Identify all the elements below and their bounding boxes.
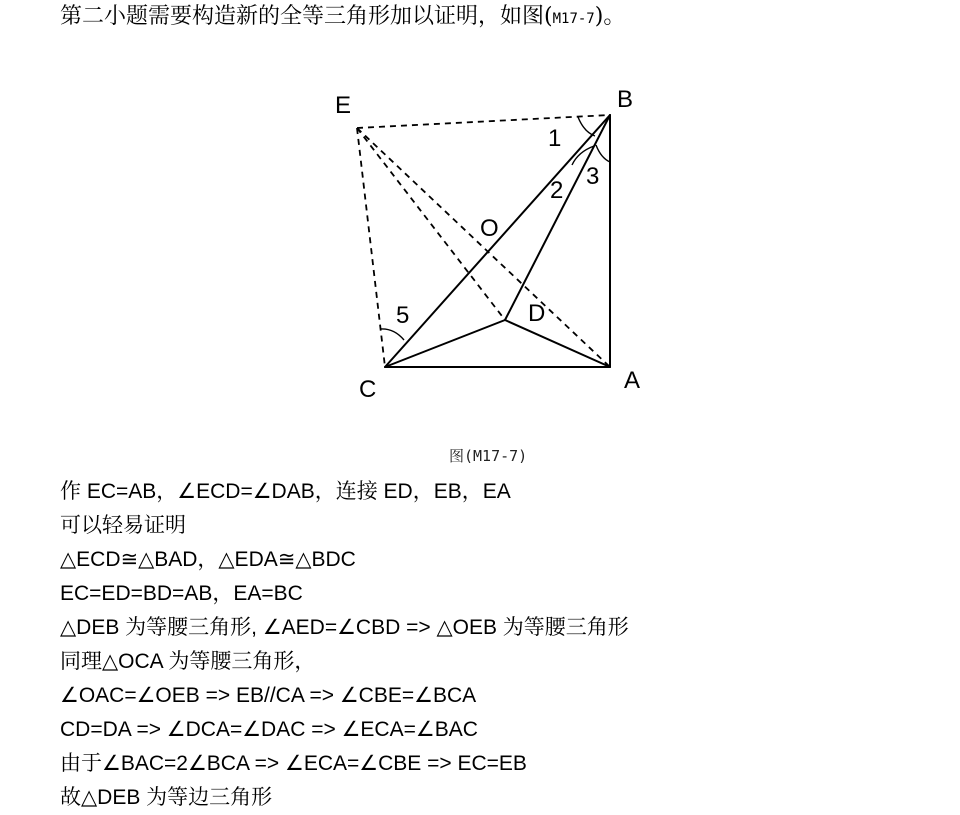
proof-line: △ECD≅△BAD，△EDA≅△BDC (60, 548, 356, 571)
label-angle-3: 3 (586, 163, 600, 190)
intro-main: 第二小题需要构造新的全等三角形加以证明，如图( (60, 4, 553, 29)
label-point-d: D (528, 300, 546, 327)
intro-suffix: )。 (594, 4, 626, 29)
proof-line: 同理△OCA 为等腰三角形， (60, 650, 316, 673)
label-point-c: C (359, 376, 377, 403)
label-angle-5: 5 (396, 302, 410, 329)
angle-arc-5 (380, 329, 404, 340)
proof-line: 作 EC=AB，∠ECD=∠DAB，连接 ED，EB，EA (60, 480, 511, 503)
proof-line: EC=ED=BD=AB，EA=BC (60, 582, 303, 605)
proof-line: 可以轻易证明 (60, 514, 186, 537)
proof-line: ∠OAC=∠OEB => EB//CA => ∠CBE=∠BCA (60, 684, 477, 707)
proof-line: △DEB 为等腰三角形, ∠AED=∠CBD => △OEB 为等腰三角形 (60, 616, 629, 639)
proof-text (60, 475, 629, 815)
proof-line: 由于∠BAC=2∠BCA => ∠ECA=∠CBE => EC=EB (60, 752, 527, 775)
label-point-o: O (480, 215, 499, 242)
label-angle-2: 2 (550, 177, 564, 204)
segment-da (505, 320, 610, 367)
label-point-b: B (617, 86, 634, 113)
proof-line: CD=DA => ∠DCA=∠DAC => ∠ECA=∠BAC (60, 718, 478, 741)
figure-caption: 图(M17-7) (449, 447, 528, 465)
angle-arc-1 (578, 117, 595, 136)
proof-line: 故△DEB 为等边三角形 (60, 786, 273, 809)
segment-ec (357, 128, 385, 367)
label-angle-1: 1 (548, 125, 562, 152)
label-point-a: A (624, 367, 641, 394)
segment-eb (357, 115, 610, 128)
angle-arc-3 (596, 145, 610, 162)
intro-figure-ref: M17-7 (552, 11, 595, 27)
label-point-e: E (335, 92, 352, 119)
